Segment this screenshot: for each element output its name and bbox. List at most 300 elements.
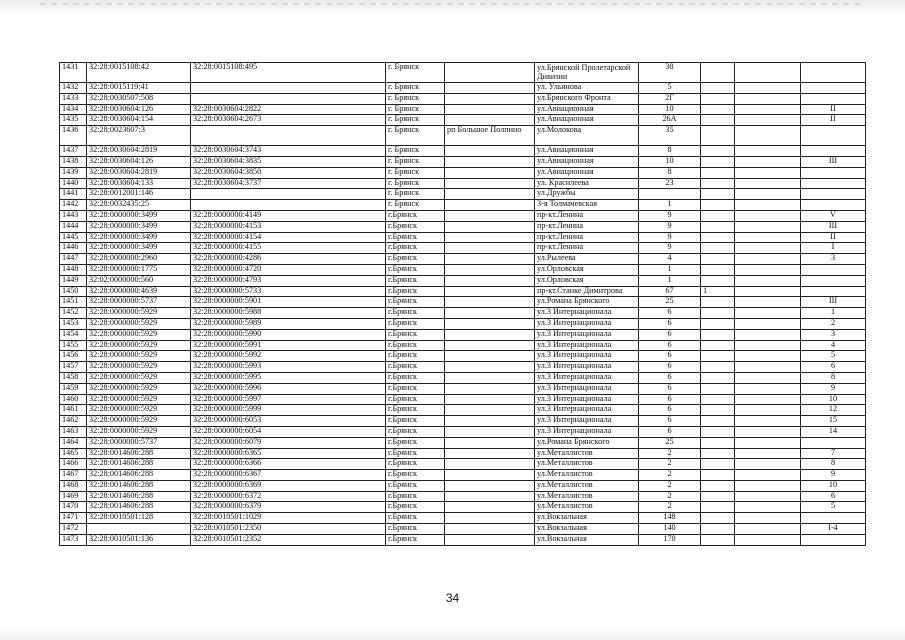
object-cadastral-number-cell [191,189,386,200]
district-cell [445,459,535,470]
table-row [60,254,866,265]
street-cell: ул.Металлистов [535,491,639,502]
extra-cell [701,329,735,340]
district-cell [445,308,535,319]
table-row [60,329,866,340]
object-cadastral-number-cell: 32:28:0015108:495 [191,63,386,83]
row-number-cell: 1452 [60,308,87,319]
house-number-cell: 38 [639,63,701,83]
extra-cell: 1 [701,286,735,297]
extra-cell [701,416,735,427]
premises-number-cell: I [801,243,866,254]
object-cadastral-number-cell [191,93,386,104]
street-cell: ул.3 Интернационала [535,318,639,329]
house-number-cell: 2 [639,480,701,491]
table-row [60,275,866,286]
row-number-cell: 1461 [60,405,87,416]
premises-number-cell: 1 [801,308,866,319]
cadastral-number-cell: 32:28:0000000:5929 [87,405,191,416]
house-number-cell: 4 [639,254,701,265]
street-cell: ул.3 Интернационала [535,405,639,416]
premises-number-cell [801,275,866,286]
district-cell [445,437,535,448]
object-cadastral-number-cell: 32:28:0000000:5992 [191,351,386,362]
premises-number-cell [801,513,866,524]
house-number-cell: 148 [639,513,701,524]
premises-number-cell: II [801,115,866,126]
object-cadastral-number-cell: 32:28:0030604:3737 [191,178,386,189]
street-cell: ул.Романа Брянского [535,437,639,448]
district-cell [445,502,535,513]
row-number-cell: 1464 [60,437,87,448]
cadastral-number-cell: 32:28:0000000:5929 [87,372,191,383]
street-cell: ул.Романа Брянского [535,297,639,308]
table-row [60,83,866,94]
cadastral-number-cell: 32:28:0000000:5737 [87,297,191,308]
city-cell: г. Брянск [386,63,445,83]
premises-number-cell: 4 [801,340,866,351]
extra-cell [735,524,801,535]
cadastral-number-cell: 32:28:0000000:4639 [87,286,191,297]
object-cadastral-number-cell: 32:28:0000000:6369 [191,480,386,491]
premises-number-cell: III [801,297,866,308]
object-cadastral-number-cell: 32:28:0000000:5901 [191,297,386,308]
cadastral-number-cell: 32:28:0010501:136 [87,534,191,545]
table-row [60,189,866,200]
city-cell: г.Брянск [386,318,445,329]
object-cadastral-number-cell: 32:28:0000000:4793 [191,275,386,286]
object-cadastral-number-cell: 32:28:0010501:2350 [191,524,386,535]
row-number-cell: 1467 [60,470,87,481]
cadastral-number-cell: 32:28:0015108:42 [87,63,191,83]
table-row [60,126,866,146]
extra-cell [701,156,735,167]
house-number-cell: 140 [639,524,701,535]
object-cadastral-number-cell: 32:28:0000000:6379 [191,502,386,513]
city-cell: г.Брянск [386,254,445,265]
district-cell [445,524,535,535]
extra-cell [701,491,735,502]
premises-number-cell: 9 [801,383,866,394]
extra-cell [701,243,735,254]
table-row [60,286,866,297]
row-number-cell: 1463 [60,426,87,437]
object-cadastral-number-cell: 32:28:0010501:1029 [191,513,386,524]
cadastral-number-cell: 32:28:0030604:126 [87,156,191,167]
object-cadastral-number-cell: 32:28:0000000:4149 [191,210,386,221]
extra-cell [701,394,735,405]
extra-cell [701,146,735,157]
table-row [60,264,866,275]
extra-cell [701,210,735,221]
cadastral-number-cell: 32:28:0015119:41 [87,83,191,94]
district-cell: рп Большое Полпино [445,126,535,146]
extra-cell [735,459,801,470]
extra-cell [701,254,735,265]
house-number-cell: 9 [639,210,701,221]
object-cadastral-number-cell: 32:28:0000000:6367 [191,470,386,481]
house-number-cell: 25 [639,437,701,448]
house-number-cell: 6 [639,372,701,383]
cadastral-number-cell: 32:28:0000000:5737 [87,437,191,448]
table-row [60,232,866,243]
premises-number-cell: V [801,210,866,221]
house-number-cell: 2 [639,470,701,481]
row-number-cell: 1471 [60,513,87,524]
street-cell: ул.Металлистов [535,470,639,481]
extra-cell [735,243,801,254]
house-number-cell: 9 [639,243,701,254]
row-number-cell: 1432 [60,83,87,94]
extra-cell [735,104,801,115]
district-cell [445,426,535,437]
district-cell [445,383,535,394]
cadastral-number-cell: 32:28:0014606:288 [87,491,191,502]
house-number-cell: 6 [639,318,701,329]
extra-cell [701,264,735,275]
cadastral-number-cell: 32:28:0014606:288 [87,448,191,459]
cadastral-number-cell: 32:28:0023607:3 [87,126,191,146]
extra-cell [701,167,735,178]
premises-number-cell: 10 [801,394,866,405]
table-row [60,93,866,104]
district-cell [445,416,535,427]
table-row [60,513,866,524]
cadastral-number-cell: 32:28:0000000:3499 [87,210,191,221]
premises-number-cell [801,146,866,157]
premises-number-cell: II [801,104,866,115]
cadastral-number-cell: 32:28:0030604:2819 [87,146,191,157]
table-row [60,502,866,513]
extra-cell [701,115,735,126]
table-row [60,297,866,308]
premises-number-cell: 5 [801,351,866,362]
district-cell [445,63,535,83]
cadastral-number-cell: 32:28:0030604:133 [87,178,191,189]
city-cell: г.Брянск [386,372,445,383]
extra-cell [701,178,735,189]
cadastral-number-cell: 32:28:0032435:25 [87,200,191,211]
city-cell: г.Брянск [386,362,445,373]
house-number-cell: 1 [639,275,701,286]
city-cell: г.Брянск [386,210,445,221]
row-number-cell: 1435 [60,115,87,126]
extra-cell [701,459,735,470]
premises-number-cell [801,189,866,200]
city-cell: г. Брянск [386,126,445,146]
row-number-cell: 1437 [60,146,87,157]
street-cell: ул.Орловская [535,275,639,286]
street-cell: ул.3 Интернационала [535,372,639,383]
district-cell [445,448,535,459]
house-number-cell: 6 [639,416,701,427]
premises-number-cell [801,437,866,448]
street-cell: ул.Авиационная [535,104,639,115]
street-cell: ул.Рылеева [535,254,639,265]
city-cell: г.Брянск [386,232,445,243]
table-row [60,534,866,545]
city-cell: г. Брянск [386,93,445,104]
extra-cell [735,126,801,146]
house-number-cell: 23 [639,178,701,189]
city-cell: г.Брянск [386,221,445,232]
district-cell [445,178,535,189]
cadastral-number-cell: 32:28:0030604:154 [87,115,191,126]
object-cadastral-number-cell: 32:28:0000000:6053 [191,416,386,427]
row-number-cell: 1465 [60,448,87,459]
object-cadastral-number-cell: 32:28:0030604:2822 [191,104,386,115]
extra-cell [735,93,801,104]
extra-cell [701,448,735,459]
page-number: 34 [445,591,460,605]
house-number-cell: 2 [639,502,701,513]
city-cell: г.Брянск [386,243,445,254]
object-cadastral-number-cell: 32:28:0000000:5989 [191,318,386,329]
premises-number-cell: 6 [801,362,866,373]
table-row [60,200,866,211]
scan-bottom-edge [0,628,905,640]
premises-number-cell: III [801,156,866,167]
extra-cell [735,372,801,383]
street-cell: ул.Молокова [535,126,639,146]
house-number-cell: 2 [639,448,701,459]
object-cadastral-number-cell: 32:28:0000000:5996 [191,383,386,394]
street-cell: ул.3 Интернационала [535,308,639,319]
city-cell: г.Брянск [386,329,445,340]
row-number-cell: 1462 [60,416,87,427]
row-number-cell: 1448 [60,264,87,275]
house-number-cell: 6 [639,383,701,394]
cadastral-number-cell: 32:28:0000000:3499 [87,243,191,254]
extra-cell [701,480,735,491]
city-cell: г.Брянск [386,383,445,394]
street-cell: ул.Вокзальная [535,513,639,524]
street-cell: ул.Металлистов [535,448,639,459]
object-cadastral-number-cell [191,126,386,146]
premises-number-cell [801,264,866,275]
premises-number-cell: 15 [801,416,866,427]
extra-cell [735,534,801,545]
premises-number-cell [801,286,866,297]
premises-number-cell: 14 [801,426,866,437]
district-cell [445,93,535,104]
house-number-cell: 8 [639,146,701,157]
row-number-cell: 1473 [60,534,87,545]
street-cell: пр-кт.Ленина [535,221,639,232]
district-cell [445,329,535,340]
premises-number-cell: I-4 [801,524,866,535]
row-number-cell: 1433 [60,93,87,104]
cadastral-number-cell: 32:28:0030604:126 [87,104,191,115]
street-cell: ул.Авиационная [535,167,639,178]
premises-number-cell: 5 [801,502,866,513]
district-cell [445,189,535,200]
row-number-cell: 1459 [60,383,87,394]
city-cell: г.Брянск [386,524,445,535]
table-row [60,167,866,178]
house-number-cell [639,189,701,200]
extra-cell [735,405,801,416]
house-number-cell: 8 [639,167,701,178]
extra-cell [735,480,801,491]
city-cell: г.Брянск [386,405,445,416]
district-cell [445,232,535,243]
cadastral-number-cell: 32:28:0014606:288 [87,480,191,491]
house-number-cell: 1 [639,264,701,275]
row-number-cell: 1446 [60,243,87,254]
cadastral-number-cell: 32:28:0014606:288 [87,459,191,470]
extra-cell [735,416,801,427]
premises-number-cell [801,83,866,94]
district-cell [445,83,535,94]
cadastral-number-cell: 32:28:0000000:5929 [87,416,191,427]
extra-cell [701,221,735,232]
city-cell: г.Брянск [386,416,445,427]
cadastral-number-cell: 32:28:0000000:5929 [87,426,191,437]
table-row [60,308,866,319]
district-cell [445,156,535,167]
object-cadastral-number-cell: 32:28:0000000:4720 [191,264,386,275]
street-cell: пр-кт.Ленина [535,232,639,243]
extra-cell [735,329,801,340]
object-cadastral-number-cell: 32:28:0000000:5991 [191,340,386,351]
extra-cell [701,126,735,146]
cadastral-number-cell: 32:28:0000000:5929 [87,383,191,394]
city-cell: г.Брянск [386,459,445,470]
table-row [60,318,866,329]
row-number-cell: 1469 [60,491,87,502]
extra-cell [701,275,735,286]
scan-top-edge [0,0,905,14]
table-row [60,491,866,502]
table-row [60,210,866,221]
object-cadastral-number-cell: 32:28:0000000:4153 [191,221,386,232]
district-cell [445,372,535,383]
extra-cell [701,426,735,437]
premises-number-cell: 10 [801,480,866,491]
street-cell: ул.Брянской Пролетарской Дивизии [535,63,639,83]
row-number-cell: 1439 [60,167,87,178]
extra-cell [735,264,801,275]
city-cell: г.Брянск [386,394,445,405]
district-cell [445,318,535,329]
cadastral-number-cell: 32:28:0000000:3499 [87,221,191,232]
cadastral-number-cell: 32:28:0000000:3499 [87,232,191,243]
house-number-cell: 6 [639,351,701,362]
row-number-cell: 1440 [60,178,87,189]
premises-number-cell: II [801,232,866,243]
extra-cell [735,167,801,178]
city-cell: г.Брянск [386,491,445,502]
table-row [60,426,866,437]
row-number-cell: 1449 [60,275,87,286]
cadastral-number-cell: 32:28:0030507:508 [87,93,191,104]
city-cell: г.Брянск [386,513,445,524]
street-cell: ул.Металлистов [535,480,639,491]
object-cadastral-number-cell: 32:28:0000000:5995 [191,372,386,383]
object-cadastral-number-cell [191,200,386,211]
table-row [60,416,866,427]
extra-cell [701,83,735,94]
street-cell: ул.Орловская [535,264,639,275]
extra-cell [735,115,801,126]
street-cell: пр-кт.Ленина [535,210,639,221]
district-cell [445,297,535,308]
extra-cell [735,156,801,167]
house-number-cell: 6 [639,426,701,437]
city-cell: г.Брянск [386,437,445,448]
registry-rows [60,63,866,546]
extra-cell [735,340,801,351]
extra-cell [701,362,735,373]
street-cell: ул.Металлистов [535,502,639,513]
row-number-cell: 1431 [60,63,87,83]
extra-cell [735,63,801,83]
cadastral-number-cell: 32:02:0000000:560 [87,275,191,286]
street-cell: 3-я Толмачевская [535,200,639,211]
district-cell [445,167,535,178]
object-cadastral-number-cell: 32:28:0000000:6054 [191,426,386,437]
district-cell [445,243,535,254]
extra-cell [735,210,801,221]
city-cell: г. Брянск [386,115,445,126]
house-number-cell: 9 [639,221,701,232]
extra-cell [701,232,735,243]
premises-number-cell [801,534,866,545]
street-cell: ул.Металлистов [535,459,639,470]
extra-cell [735,200,801,211]
district-cell [445,286,535,297]
city-cell: г.Брянск [386,297,445,308]
house-number-cell: 6 [639,340,701,351]
city-cell: г.Брянск [386,502,445,513]
row-number-cell: 1453 [60,318,87,329]
district-cell [445,513,535,524]
street-cell: ул.3 Интернационала [535,394,639,405]
house-number-cell: 2 [639,459,701,470]
district-cell [445,405,535,416]
cadastral-number-cell: 32:28:0030604:2819 [87,167,191,178]
extra-cell [735,286,801,297]
object-cadastral-number-cell: 32:28:0000000:5997 [191,394,386,405]
cadastral-number-cell: 32:28:0000000:2960 [87,254,191,265]
object-cadastral-number-cell: 32:28:0000000:6079 [191,437,386,448]
house-number-cell: 6 [639,329,701,340]
cadastral-number-cell: 32:28:0014606:288 [87,502,191,513]
city-cell: г.Брянск [386,264,445,275]
row-number-cell: 1436 [60,126,87,146]
premises-number-cell: 9 [801,470,866,481]
row-number-cell: 1443 [60,210,87,221]
premises-number-cell [801,63,866,83]
object-cadastral-number-cell: 32:28:0000000:6366 [191,459,386,470]
premises-number-cell [801,178,866,189]
cadastral-number-cell: 32:28:0000000:5929 [87,318,191,329]
row-number-cell: 1466 [60,459,87,470]
object-cadastral-number-cell: 32:28:0000000:4286 [191,254,386,265]
row-number-cell: 1472 [60,524,87,535]
city-cell: г.Брянск [386,426,445,437]
object-cadastral-number-cell [191,83,386,94]
cadastral-number-cell: 32:28:0012001:146 [87,189,191,200]
street-cell: пр-кт.Ленина [535,243,639,254]
street-cell: ул.Вокзальная [535,524,639,535]
street-cell: ул.3 Интернационала [535,351,639,362]
street-cell: ул. Ульянова [535,83,639,94]
table-row [60,405,866,416]
extra-cell [701,524,735,535]
table-row [60,383,866,394]
